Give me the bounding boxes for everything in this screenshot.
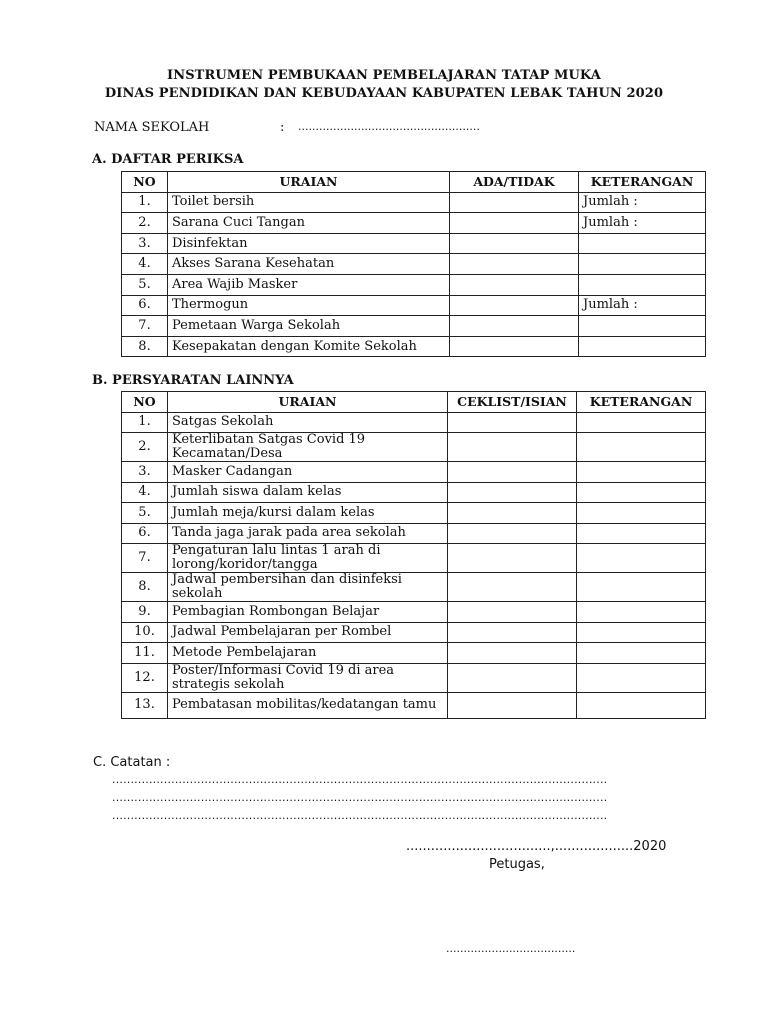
row-uraian: Tanda jaga jarak pada area sekolah xyxy=(168,523,448,544)
section-c-heading: C. Catatan : xyxy=(93,755,171,770)
row-uraian: Keterlibatan Satgas Covid 19 Kecamatan/Desa xyxy=(168,433,448,462)
row-uraian: Pemetaan Warga Sekolah xyxy=(168,316,450,337)
row-number: 6. xyxy=(122,523,168,544)
row-number: 3. xyxy=(122,233,168,254)
section-b-heading: B. PERSYARATAN LAINNYA xyxy=(92,373,294,388)
table-row xyxy=(122,573,706,602)
row-isian-cell[interactable] xyxy=(448,433,577,462)
row-isian-cell[interactable] xyxy=(448,622,577,643)
row-keterangan-cell[interactable] xyxy=(577,643,706,664)
row-number: 3. xyxy=(122,462,168,483)
table-row xyxy=(122,295,706,316)
row-isian-cell[interactable] xyxy=(448,503,577,524)
row-uraian: Kesepakatan dengan Komite Sekolah xyxy=(168,336,450,357)
table-row xyxy=(122,213,706,234)
table-row xyxy=(122,274,706,295)
row-number: 13. xyxy=(122,692,168,718)
row-keterangan-cell[interactable] xyxy=(577,622,706,643)
row-status-cell[interactable] xyxy=(450,274,579,295)
row-keterangan-cell[interactable] xyxy=(579,316,706,337)
row-uraian: Jumlah meja/kursi dalam kelas xyxy=(168,503,448,524)
table-header-row xyxy=(122,172,706,193)
table-row xyxy=(122,433,706,462)
row-number: 2. xyxy=(122,433,168,462)
table-row xyxy=(122,462,706,483)
row-number: 7. xyxy=(122,544,168,573)
table-row xyxy=(122,523,706,544)
row-keterangan-cell[interactable] xyxy=(577,544,706,573)
row-status-cell[interactable] xyxy=(450,192,579,213)
notes-line[interactable]: ...................................................................................................................................... xyxy=(112,809,608,822)
row-isian-cell[interactable] xyxy=(448,643,577,664)
row-uraian: Jadwal Pembelajaran per Rombel xyxy=(168,622,448,643)
row-status-cell[interactable] xyxy=(450,336,579,357)
requirements-table xyxy=(121,391,706,719)
table-row xyxy=(122,663,706,692)
row-isian-cell[interactable] xyxy=(448,663,577,692)
row-uraian: Toilet bersih xyxy=(168,192,450,213)
row-keterangan-cell[interactable] xyxy=(577,692,706,718)
row-uraian: Sarana Cuci Tangan xyxy=(168,213,450,234)
column-header-no: NO xyxy=(122,172,168,193)
row-isian-cell[interactable] xyxy=(448,544,577,573)
column-header-status: ADA/TIDAK xyxy=(450,172,579,193)
row-isian-cell[interactable] xyxy=(448,482,577,503)
row-number: 8. xyxy=(122,336,168,357)
row-keterangan-cell[interactable] xyxy=(577,602,706,623)
signature-name-line[interactable]: ..................................... xyxy=(446,942,576,955)
table-row xyxy=(122,412,706,433)
column-header-isian: CEKLIST/ISIAN xyxy=(448,392,577,413)
signature-role: Petugas, xyxy=(489,857,545,872)
notes-line[interactable]: ...................................................................................................................................... xyxy=(112,791,608,804)
row-keterangan-cell[interactable] xyxy=(577,573,706,602)
row-keterangan-cell[interactable]: Jumlah : xyxy=(579,295,706,316)
table-row xyxy=(122,692,706,718)
row-uraian: Pembagian Rombongan Belajar xyxy=(168,602,448,623)
row-uraian: Akses Sarana Kesehatan xyxy=(168,254,450,275)
row-number: 1. xyxy=(122,192,168,213)
row-isian-cell[interactable] xyxy=(448,602,577,623)
row-keterangan-cell[interactable] xyxy=(579,336,706,357)
row-number: 4. xyxy=(122,482,168,503)
row-status-cell[interactable] xyxy=(450,316,579,337)
row-keterangan-cell[interactable] xyxy=(579,274,706,295)
row-isian-cell[interactable] xyxy=(448,523,577,544)
row-uraian: Area Wajib Masker xyxy=(168,274,450,295)
table-row xyxy=(122,643,706,664)
document-title-line1: INSTRUMEN PEMBUKAAN PEMBELAJARAN TATAP MUKA xyxy=(167,68,601,83)
row-uraian: Pembatasan mobilitas/kedatangan tamu xyxy=(168,692,448,718)
row-keterangan-cell[interactable] xyxy=(577,663,706,692)
row-number: 5. xyxy=(122,503,168,524)
row-uraian: Disinfektan xyxy=(168,233,450,254)
row-isian-cell[interactable] xyxy=(448,573,577,602)
row-keterangan-cell[interactable] xyxy=(577,503,706,524)
row-keterangan-cell[interactable] xyxy=(577,482,706,503)
table-row xyxy=(122,336,706,357)
column-header-uraian: URAIAN xyxy=(168,172,450,193)
column-header-no: NO xyxy=(122,392,168,413)
row-number: 6. xyxy=(122,295,168,316)
row-status-cell[interactable] xyxy=(450,254,579,275)
row-uraian: Poster/Informasi Covid 19 di area strategis sekolah xyxy=(168,663,448,692)
table-row xyxy=(122,233,706,254)
row-uraian: Pengaturan lalu lintas 1 arah di lorong/koridor/tangga xyxy=(168,544,448,573)
school-name-label: NAMA SEKOLAH xyxy=(94,120,210,135)
row-keterangan-cell[interactable]: Jumlah : xyxy=(579,213,706,234)
row-uraian: Jumlah siswa dalam kelas xyxy=(168,482,448,503)
table-row xyxy=(122,316,706,337)
row-keterangan-cell[interactable] xyxy=(577,523,706,544)
notes-line[interactable]: ...................................................................................................................................... xyxy=(112,773,608,786)
checklist-table xyxy=(121,171,706,357)
row-uraian: Metode Pembelajaran xyxy=(168,643,448,664)
row-uraian: Satgas Sekolah xyxy=(168,412,448,433)
signature-date-line[interactable]: ...................................,...................2020 xyxy=(406,839,667,854)
row-number: 7. xyxy=(122,316,168,337)
row-status-cell[interactable] xyxy=(450,233,579,254)
table-row xyxy=(122,503,706,524)
row-number: 8. xyxy=(122,573,168,602)
table-row xyxy=(122,544,706,573)
row-number: 1. xyxy=(122,412,168,433)
table-row xyxy=(122,482,706,503)
school-name-row xyxy=(94,120,480,135)
row-uraian: Jadwal pembersihan dan disinfeksi sekolah xyxy=(168,573,448,602)
row-uraian: Masker Cadangan xyxy=(168,462,448,483)
table-row xyxy=(122,192,706,213)
table-header-row xyxy=(122,392,706,413)
column-header-keterangan: KETERANGAN xyxy=(577,392,706,413)
column-header-keterangan: KETERANGAN xyxy=(579,172,706,193)
column-header-uraian: URAIAN xyxy=(168,392,448,413)
section-a-heading: A. DAFTAR PERIKSA xyxy=(92,152,244,167)
row-keterangan-cell[interactable] xyxy=(577,462,706,483)
document-title-line2: DINAS PENDIDIKAN DAN KEBUDAYAAN KABUPATEN LEBAK TAHUN 2020 xyxy=(104,86,664,101)
table-row xyxy=(122,602,706,623)
row-number: 9. xyxy=(122,602,168,623)
row-keterangan-cell[interactable] xyxy=(579,254,706,275)
row-isian-cell[interactable] xyxy=(448,692,577,718)
row-number: 11. xyxy=(122,643,168,664)
school-name-field[interactable]: .................................................... xyxy=(298,120,480,133)
row-number: 12. xyxy=(122,663,168,692)
row-keterangan-cell[interactable] xyxy=(577,433,706,462)
row-keterangan-cell[interactable]: Jumlah : xyxy=(579,192,706,213)
row-number: 5. xyxy=(122,274,168,295)
row-status-cell[interactable] xyxy=(450,213,579,234)
row-keterangan-cell[interactable] xyxy=(577,412,706,433)
row-keterangan-cell[interactable] xyxy=(579,233,706,254)
table-row xyxy=(122,622,706,643)
row-status-cell[interactable] xyxy=(450,295,579,316)
row-isian-cell[interactable] xyxy=(448,412,577,433)
row-number: 2. xyxy=(122,213,168,234)
table-row xyxy=(122,254,706,275)
school-name-colon: : xyxy=(280,120,285,135)
row-isian-cell[interactable] xyxy=(448,462,577,483)
row-number: 10. xyxy=(122,622,168,643)
row-uraian: Thermogun xyxy=(168,295,450,316)
row-number: 4. xyxy=(122,254,168,275)
